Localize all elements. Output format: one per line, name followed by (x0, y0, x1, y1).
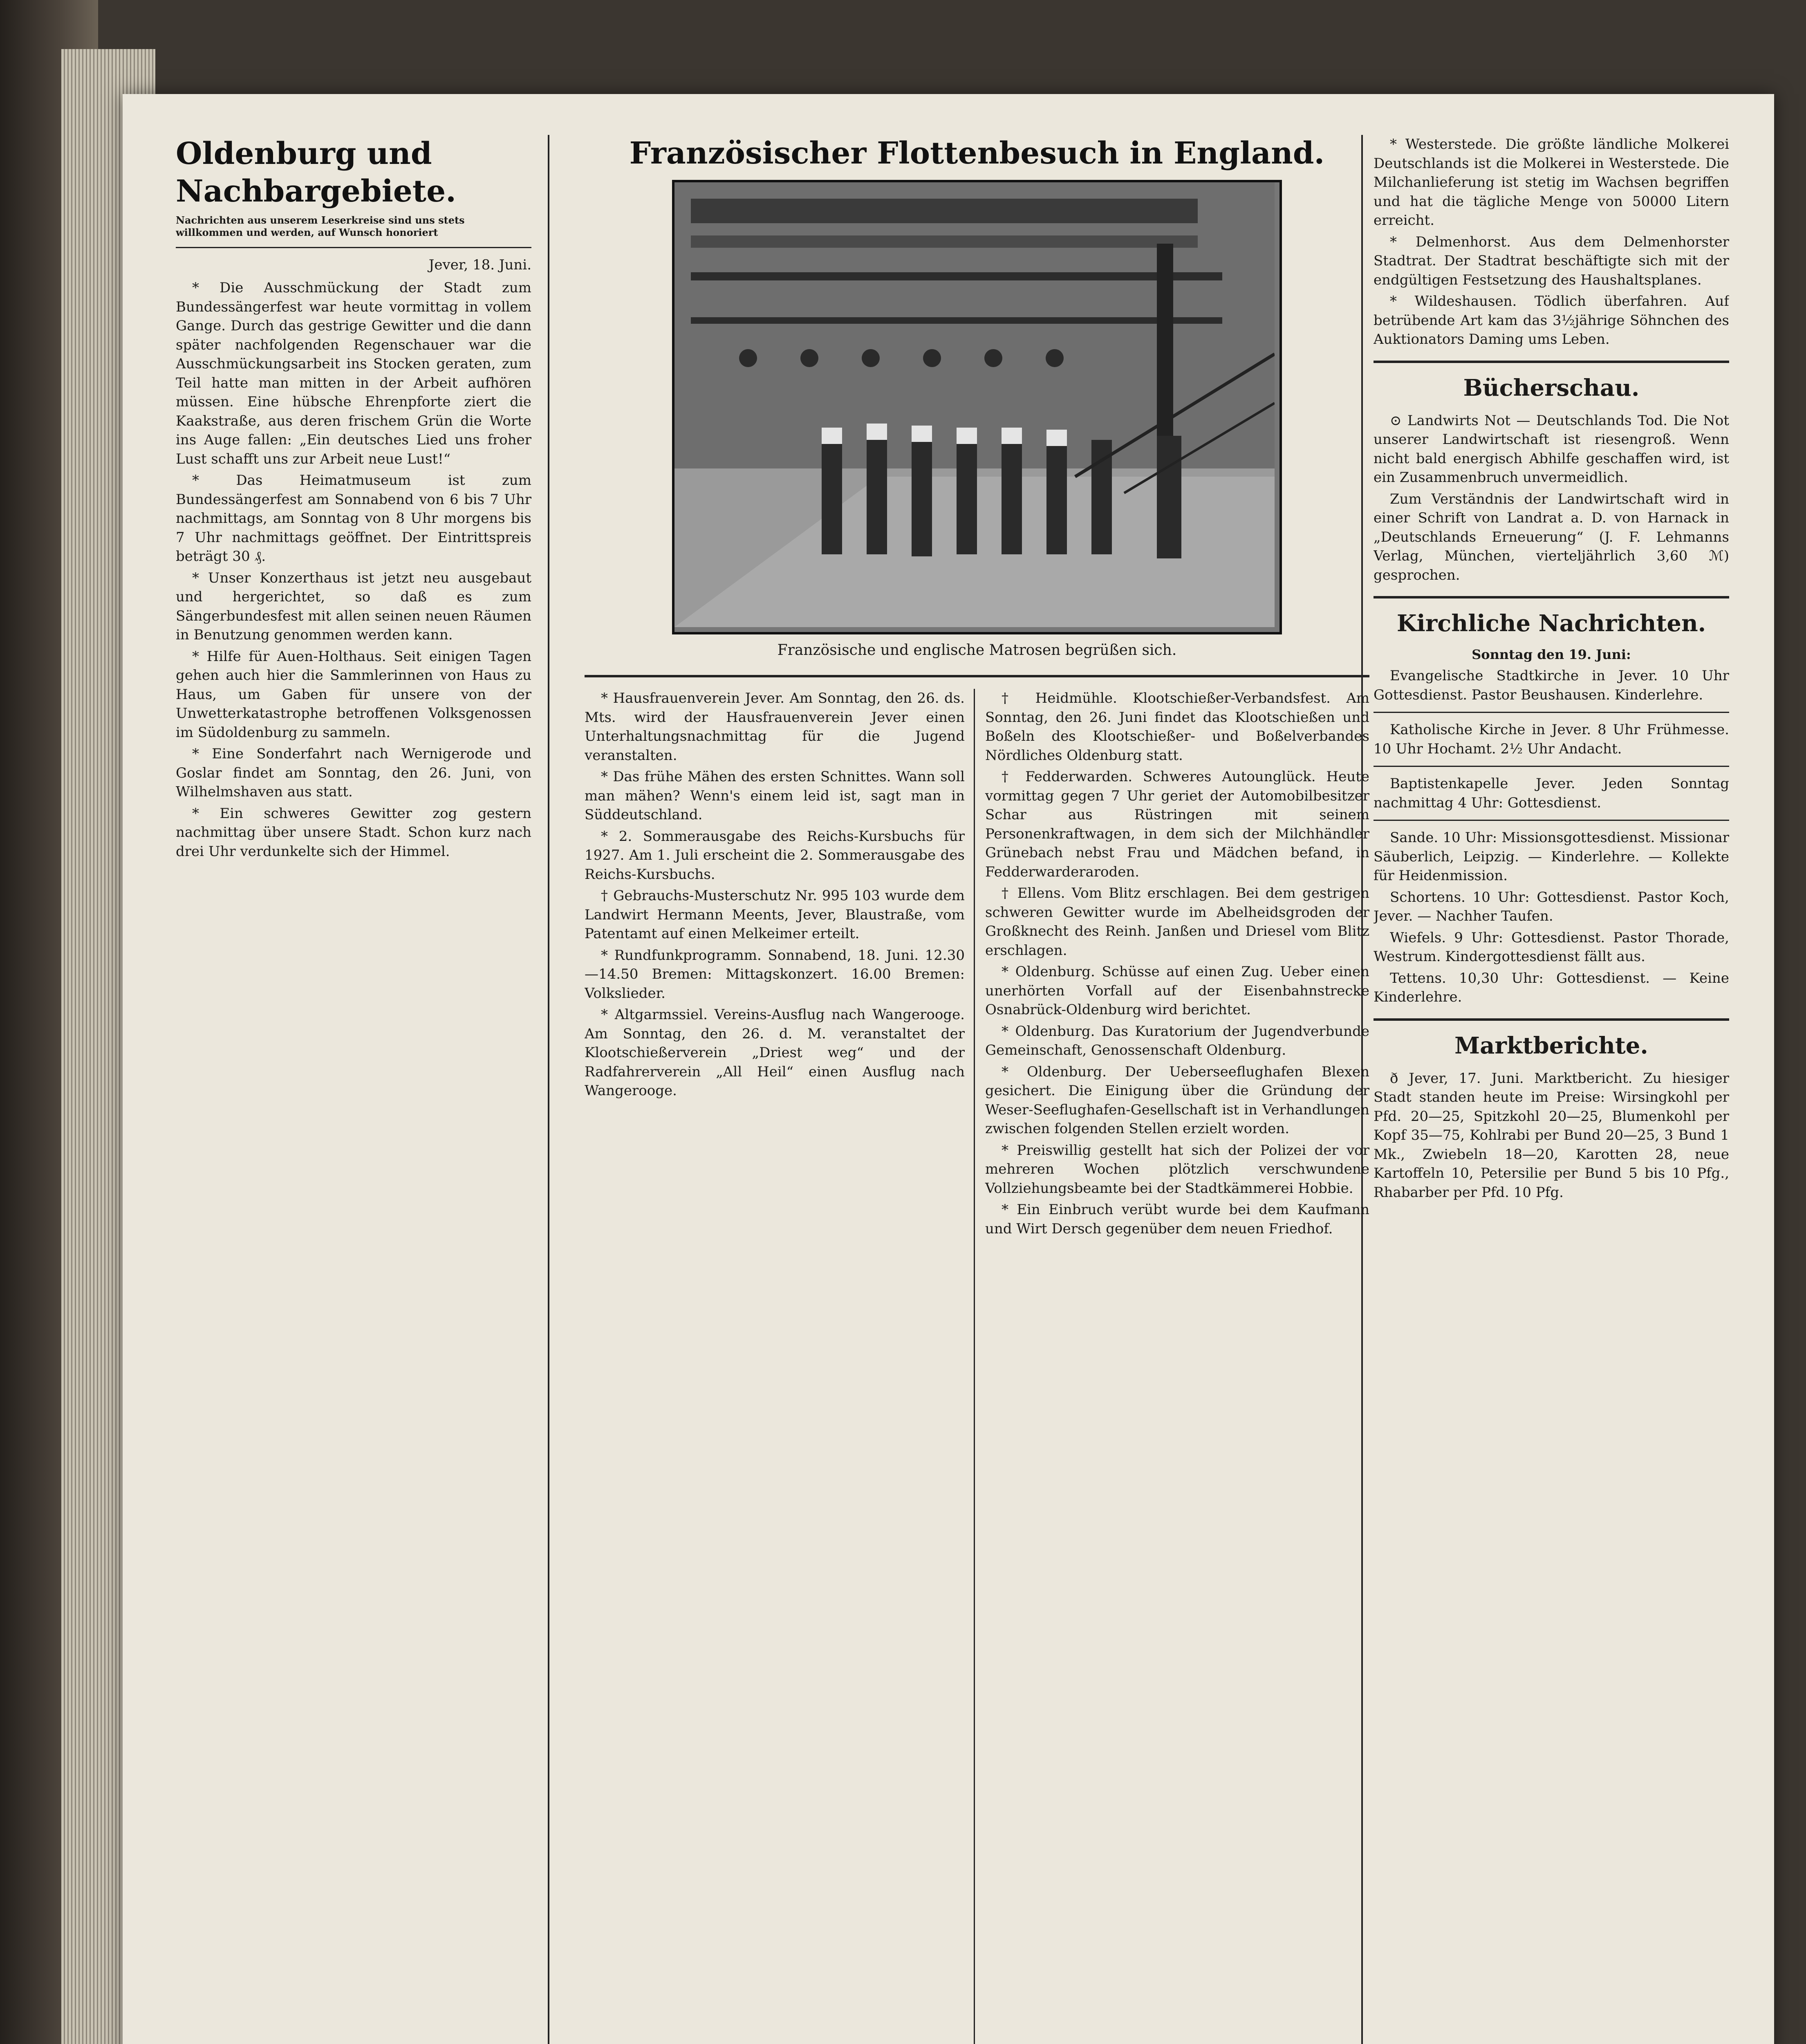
divider (176, 247, 531, 248)
article: * Wildeshausen. Tödlich überfahren. Auf betrübende Art kam das 3½jährige Söhnchen des Auktionators Daming ums Leben. (1374, 293, 1729, 347)
church-title: Kirchliche Nachrichten. (1396, 610, 1706, 637)
article: * Die Ausschmückung der Stadt zum Bundessängerfest war heute vormittag in vollem Gange. Durch das gestrige Gewitter und die dann später nachfolgenden Regenschauer war die Ausschmückungsarbeit ins Stocken geraten, zum Teil hatte man mitten in der Arbeit aufhören müssen. Eine hübsche Ehrenpforte ziert die Kaakstraße, aus deren frischem Grün die Worte ins Auge fallen: „Ein deutsches Lied uns froher Lust schafft uns zur Arbeit neue Lust!“ (176, 280, 531, 467)
church-entry: Schortens. 10 Uhr: Gottesdienst. Pastor Koch, Jever. — Nachher Taufen. (1374, 889, 1729, 924)
article: † Fedderwarden. Schweres Autounglück. Heute vormittag gegen 7 Uhr geriet der Automobilbesitzer Schar aus Rüstringen mit seinem Personenkraftwagen, in dem sich der Milchhändler Grünebach nebst Frau und Mädchen befand, in Fedderwarderaroden. (985, 769, 1369, 880)
divider (1374, 361, 1729, 363)
article: ⊙ Landwirts Not — Deutschlands Tod. Die Not unserer Landwirtschaft ist riesengroß. Wenn nicht bald energisch Abhilfe geschaffen wird, ist ein Zusammenbruch unvermeidlich. (1374, 412, 1729, 486)
section-title: Oldenburg und Nachbargebiete. (176, 136, 456, 209)
article: * Westerstede. Die größte ländliche Molkerei Deutschlands ist die Molkerei in Westerstede. Die Milchanlieferung ist stetig im Wachsen begriffen und hat die tägliche Menge von 50000 Litern erreicht. (1374, 136, 1729, 229)
subcolumn-left (585, 689, 965, 1103)
article: * Eine Sonderfahrt nach Wernigerode und Goslar findet am Sonntag, den 26. Juni, von Wilhelmshaven aus statt. (176, 746, 531, 800)
newspaper-page (123, 94, 1774, 2044)
subcolumn-right (985, 689, 1369, 1241)
article: * Preiswillig gestellt hat sich der Polizei der vor mehreren Wochen plötzlich verschwundene Vollziehungsbeamte bei der Stadtkämmerei Hobbie. (985, 1142, 1369, 1197)
article: † Ellens. Vom Blitz erschlagen. Bei dem gestrigen schweren Gewitter wurde im Abelheidsgroden der Großknecht des Reinh. Janßen und Driesel vom Blitz erschlagen. (985, 885, 1369, 959)
article: Zum Verständnis der Landwirtschaft wird in einer Schrift von Landrat a. D. von Harnack in „Deutschlands Erneuerung“ (J. F. Lehmanns Verlag, München, vierteljährlich 3,60 ℳ) gesprochen. (1374, 491, 1729, 583)
article: * Altgarmssiel. Vereins-Ausflug nach Wangerooge. Am Sonntag, den 26. d. M. veranstaltet der Klootschießerverein „Driest weg“ und der Radfahrerverein „All Heil“ einen Ausflug nach Wangerooge. (585, 1006, 965, 1099)
article: * Ein schweres Gewitter zog gestern nachmittag über unsere Stadt. Schon kurz nach drei Uhr verdunkelte sich der Himmel. (176, 805, 531, 860)
article: * Oldenburg. Der Ueberseeflughafen Blexen gesichert. Die Einigung über die Gründung der Weser-Seeflughafen-Gesellschaft ist in Verhandlungen zwischen folgenden Stellen erzielt worden. (985, 1063, 1369, 1137)
church-entry: Baptistenkapelle Jever. Jeden Sonntag nachmittag 4 Uhr: Gottesdienst. (1374, 775, 1729, 811)
dateline: Jever, 18. Juni. (428, 257, 531, 273)
photo-headline: Französischer Flottenbesuch in England. (629, 136, 1325, 171)
article: * 2. Sommerausgabe des Reichs-Kursbuchs für 1927. Am 1. Juli erscheint die 2. Sommerausgabe des Reichs-Kursbuchs. (585, 828, 965, 883)
church-entry: Wiefels. 9 Uhr: Gottesdienst. Pastor Thorade, Westrum. Kindergottesdienst fällt aus. (1374, 929, 1729, 965)
article: * Unser Konzerthaus ist jetzt neu ausgebaut und hergerichtet, so daß es zum Sängerbundesfest mit allen seinen neuen Räumen in Benutzung genommen werden kann. (176, 569, 531, 643)
market-title: Marktberichte. (1454, 1032, 1648, 1059)
column-right (1374, 135, 1729, 2044)
divider (1374, 1018, 1729, 1021)
books-title: Bücherschau. (1463, 374, 1640, 401)
article: * Oldenburg. Schüsse auf einen Zug. Ueber einen unerhörten Vorfall auf der Eisenbahnstrecke Osnabrück-Oldenburg wird berichtet. (985, 964, 1369, 1018)
ship-photo-illustration (674, 182, 1275, 627)
divider (585, 675, 1369, 677)
article: * Delmenhorst. Aus dem Delmenhorster Stadtrat. Der Stadtrat beschäftigte sich mit der endgültigen Festsetzung des Haushaltsplanes. (1374, 233, 1729, 288)
church-entry: Sande. 10 Uhr: Missionsgottesdienst. Missionar Säuberlich, Leipzig. — Kinderlehre. — Kollekte für Heidenmission. (1374, 829, 1729, 884)
column-rule (548, 135, 549, 2044)
photo-caption: Französische und englische Matrosen begrüßen sich. (777, 642, 1177, 659)
divider (1374, 712, 1729, 713)
church-date: Sonntag den 19. Juni: (1472, 647, 1631, 662)
article: * Hilfe für Auen-Holthaus. Seit einigen Tagen gehen auch hier die Sammlerinnen von Haus zu Haus, um Gaben für unsere von der Unwetterkatastrophe betroffenen Volksgenossen im Südoldenburg zu sammeln. (176, 648, 531, 741)
column-oldenburg (176, 135, 531, 2044)
church-entry: Tettens. 10,30 Uhr: Gottesdienst. — Keine Kinderlehre. (1374, 970, 1729, 1005)
column-main (585, 135, 1369, 2044)
divider (1374, 766, 1729, 767)
photograph (672, 180, 1282, 634)
article: † Heidmühle. Klootschießer-Verbandsfest. Am Sonntag, den 26. Juni findet das Klootschießen und Boßeln des Klootschießer- und Boßelverbandes Nördliches Oldenburg statt. (985, 690, 1369, 764)
article: * Ein Einbruch verübt wurde bei dem Kaufmann und Wirt Dersch gegenüber dem neuen Friedhof. (985, 1201, 1369, 1237)
article: * Das frühe Mähen des ersten Schnittes. Wann soll man mähen? Wenn's einem leid ist, sagt man in Süddeutschland. (585, 769, 965, 823)
article-columns (585, 689, 1369, 2044)
section-subtitle: Nachrichten aus unserem Leserkreise sind uns stets willkommen und werden, auf Wunsch honoriert (176, 214, 465, 238)
article: * Hausfrauenverein Jever. Am Sonntag, den 26. ds. Mts. wird der Hausfrauenverein Jever einen Unterhaltungsnachmittag für die Jugend veranstalten. (585, 690, 965, 764)
divider (1374, 820, 1729, 821)
column-rule (974, 689, 975, 2044)
article: * Das Heimatmuseum ist zum Bundessängerfest am Sonnabend von 6 bis 7 Uhr nachmittags, am Sonntag von 8 Uhr morgens bis 7 Uhr nachmittags geöffnet. Der Eintrittspreis beträgt 30 ₰. (176, 472, 531, 565)
divider (1374, 596, 1729, 598)
article: * Rundfunkprogramm. Sonnabend, 18. Juni. 12.30—14.50 Bremen: Mittagskonzert. 16.00 Bremen: Volkslieder. (585, 947, 965, 1002)
church-entry: Evangelische Stadtkirche in Jever. 10 Uhr Gottesdienst. Pastor Beushausen. Kinderlehre. (1374, 668, 1729, 703)
market-report: ð Jever, 17. Juni. Marktbericht. Zu hiesiger Stadt standen heute im Preise: Wirsingkohl per Pfd. 20—25, Spitzkohl 20—25, Blumenkohl per Kopf 35—75, Kohlrabi per Bund 20—25, 3 Bund 1 Mk., Zwiebeln 18—20, Karotten 28, neue Kartoffeln 10, Petersilie per Bund 5 bis 10 Pfg., Rhabarber per Pfd. 10 Pfg. (1374, 1070, 1729, 1201)
church-entry: Katholische Kirche in Jever. 8 Uhr Frühmesse. 10 Uhr Hochamt. 2½ Uhr Andacht. (1374, 722, 1729, 757)
article: † Gebrauchs-Musterschutz Nr. 995 103 wurde dem Landwirt Hermann Meents, Jever, Blaustraße, vom Patentamt auf einen Melkeimer erteilt. (585, 888, 965, 942)
article: * Oldenburg. Das Kuratorium der Jugendverbunde Gemeinschaft, Genossenschaft Oldenburg. (985, 1023, 1369, 1058)
